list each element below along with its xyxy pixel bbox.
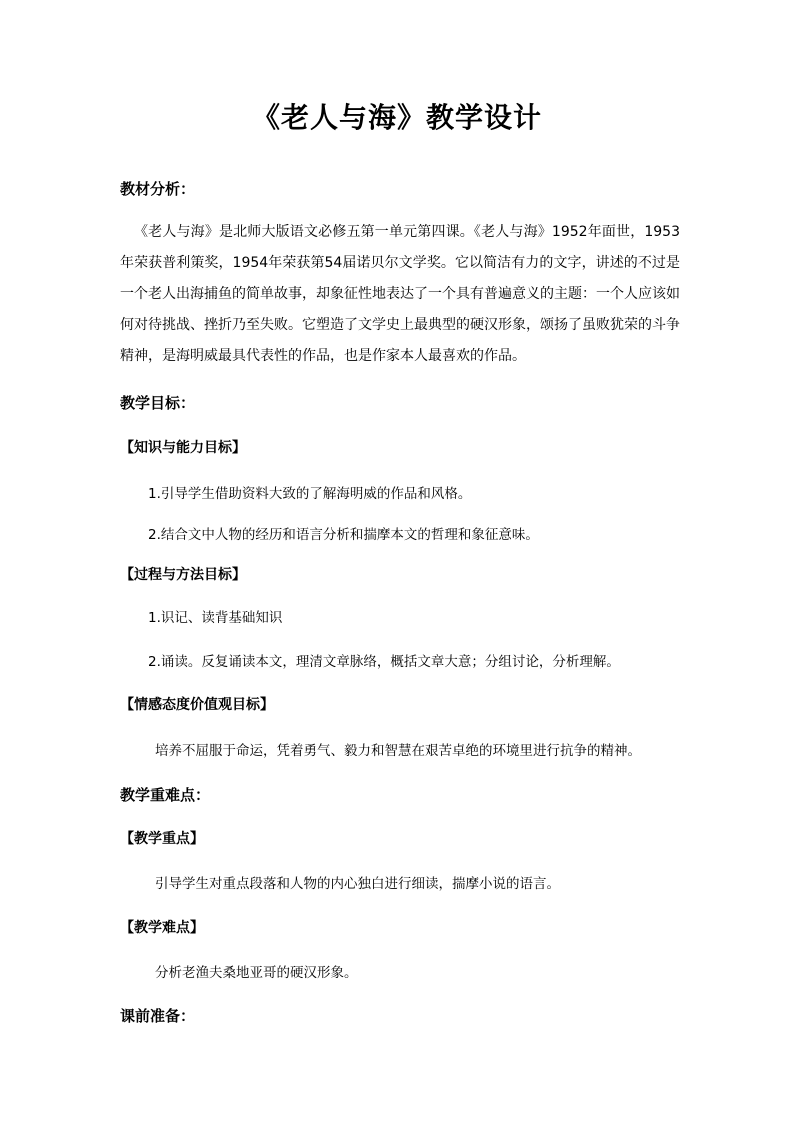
emotion-goal-text: 培养不屈服于命运，凭着勇气、毅力和智慧在艰苦卓绝的环境里进行抗争的精神。 [155,743,641,759]
knowledge-goal-item: 1.引导学生借助资料大致的了解海明威的作品和风格。 [148,486,472,502]
preparation-heading: 课前准备： [120,1007,196,1025]
material-analysis-paragraph: 《老人与海》是北师大版语文必修五第一单元第四课。《老人与海》1952年面世，1953年荣获普利策奖，1954年荣获第54届诺贝尔文学奖。它以简洁有力的文字，讲述的不过是一个老人出海捕鱼的简单故事，却象征性地表达了一个具有普遍意义的主题：一个人应该如何对待挑战、挫折乃至失败。它塑造了文学史上最典型的硬汉形象，颂扬了虽败犹荣的斗争精神，是海明威最具代表性的作品，也是作家本人最喜欢的作品。 [120,224,680,364]
teaching-focus-text: 引导学生对重点段落和人物的内心独白进行细读，揣摩小说的语言。 [155,876,560,892]
teaching-difficulty-label: 【教学难点】 [120,920,204,936]
document-title: 《老人与海》教学设计 [251,101,542,134]
teaching-focus-label: 【教学重点】 [120,831,204,847]
process-goal-item: 2.诵读。反复诵读本文，理清文章脉络，概括文章大意；分组讨论，分析理解。 [148,654,620,670]
material-analysis-heading: 教材分析： [120,180,196,198]
knowledge-goals-label: 【知识与能力目标】 [120,440,246,456]
key-points-heading: 教学重难点： [120,786,211,804]
teaching-goals-heading: 教学目标： [120,394,196,412]
teaching-difficulty-text: 分析老渔夫桑地亚哥的硬汉形象。 [155,965,358,981]
process-goals-label: 【过程与方法目标】 [120,567,246,583]
knowledge-goal-item: 2.结合文中人物的经历和语言分析和揣摩本文的哲理和象征意味。 [148,527,539,543]
process-goal-item: 1.识记、读背基础知识 [148,610,283,626]
emotion-goals-label: 【情感态度价值观目标】 [120,697,274,713]
